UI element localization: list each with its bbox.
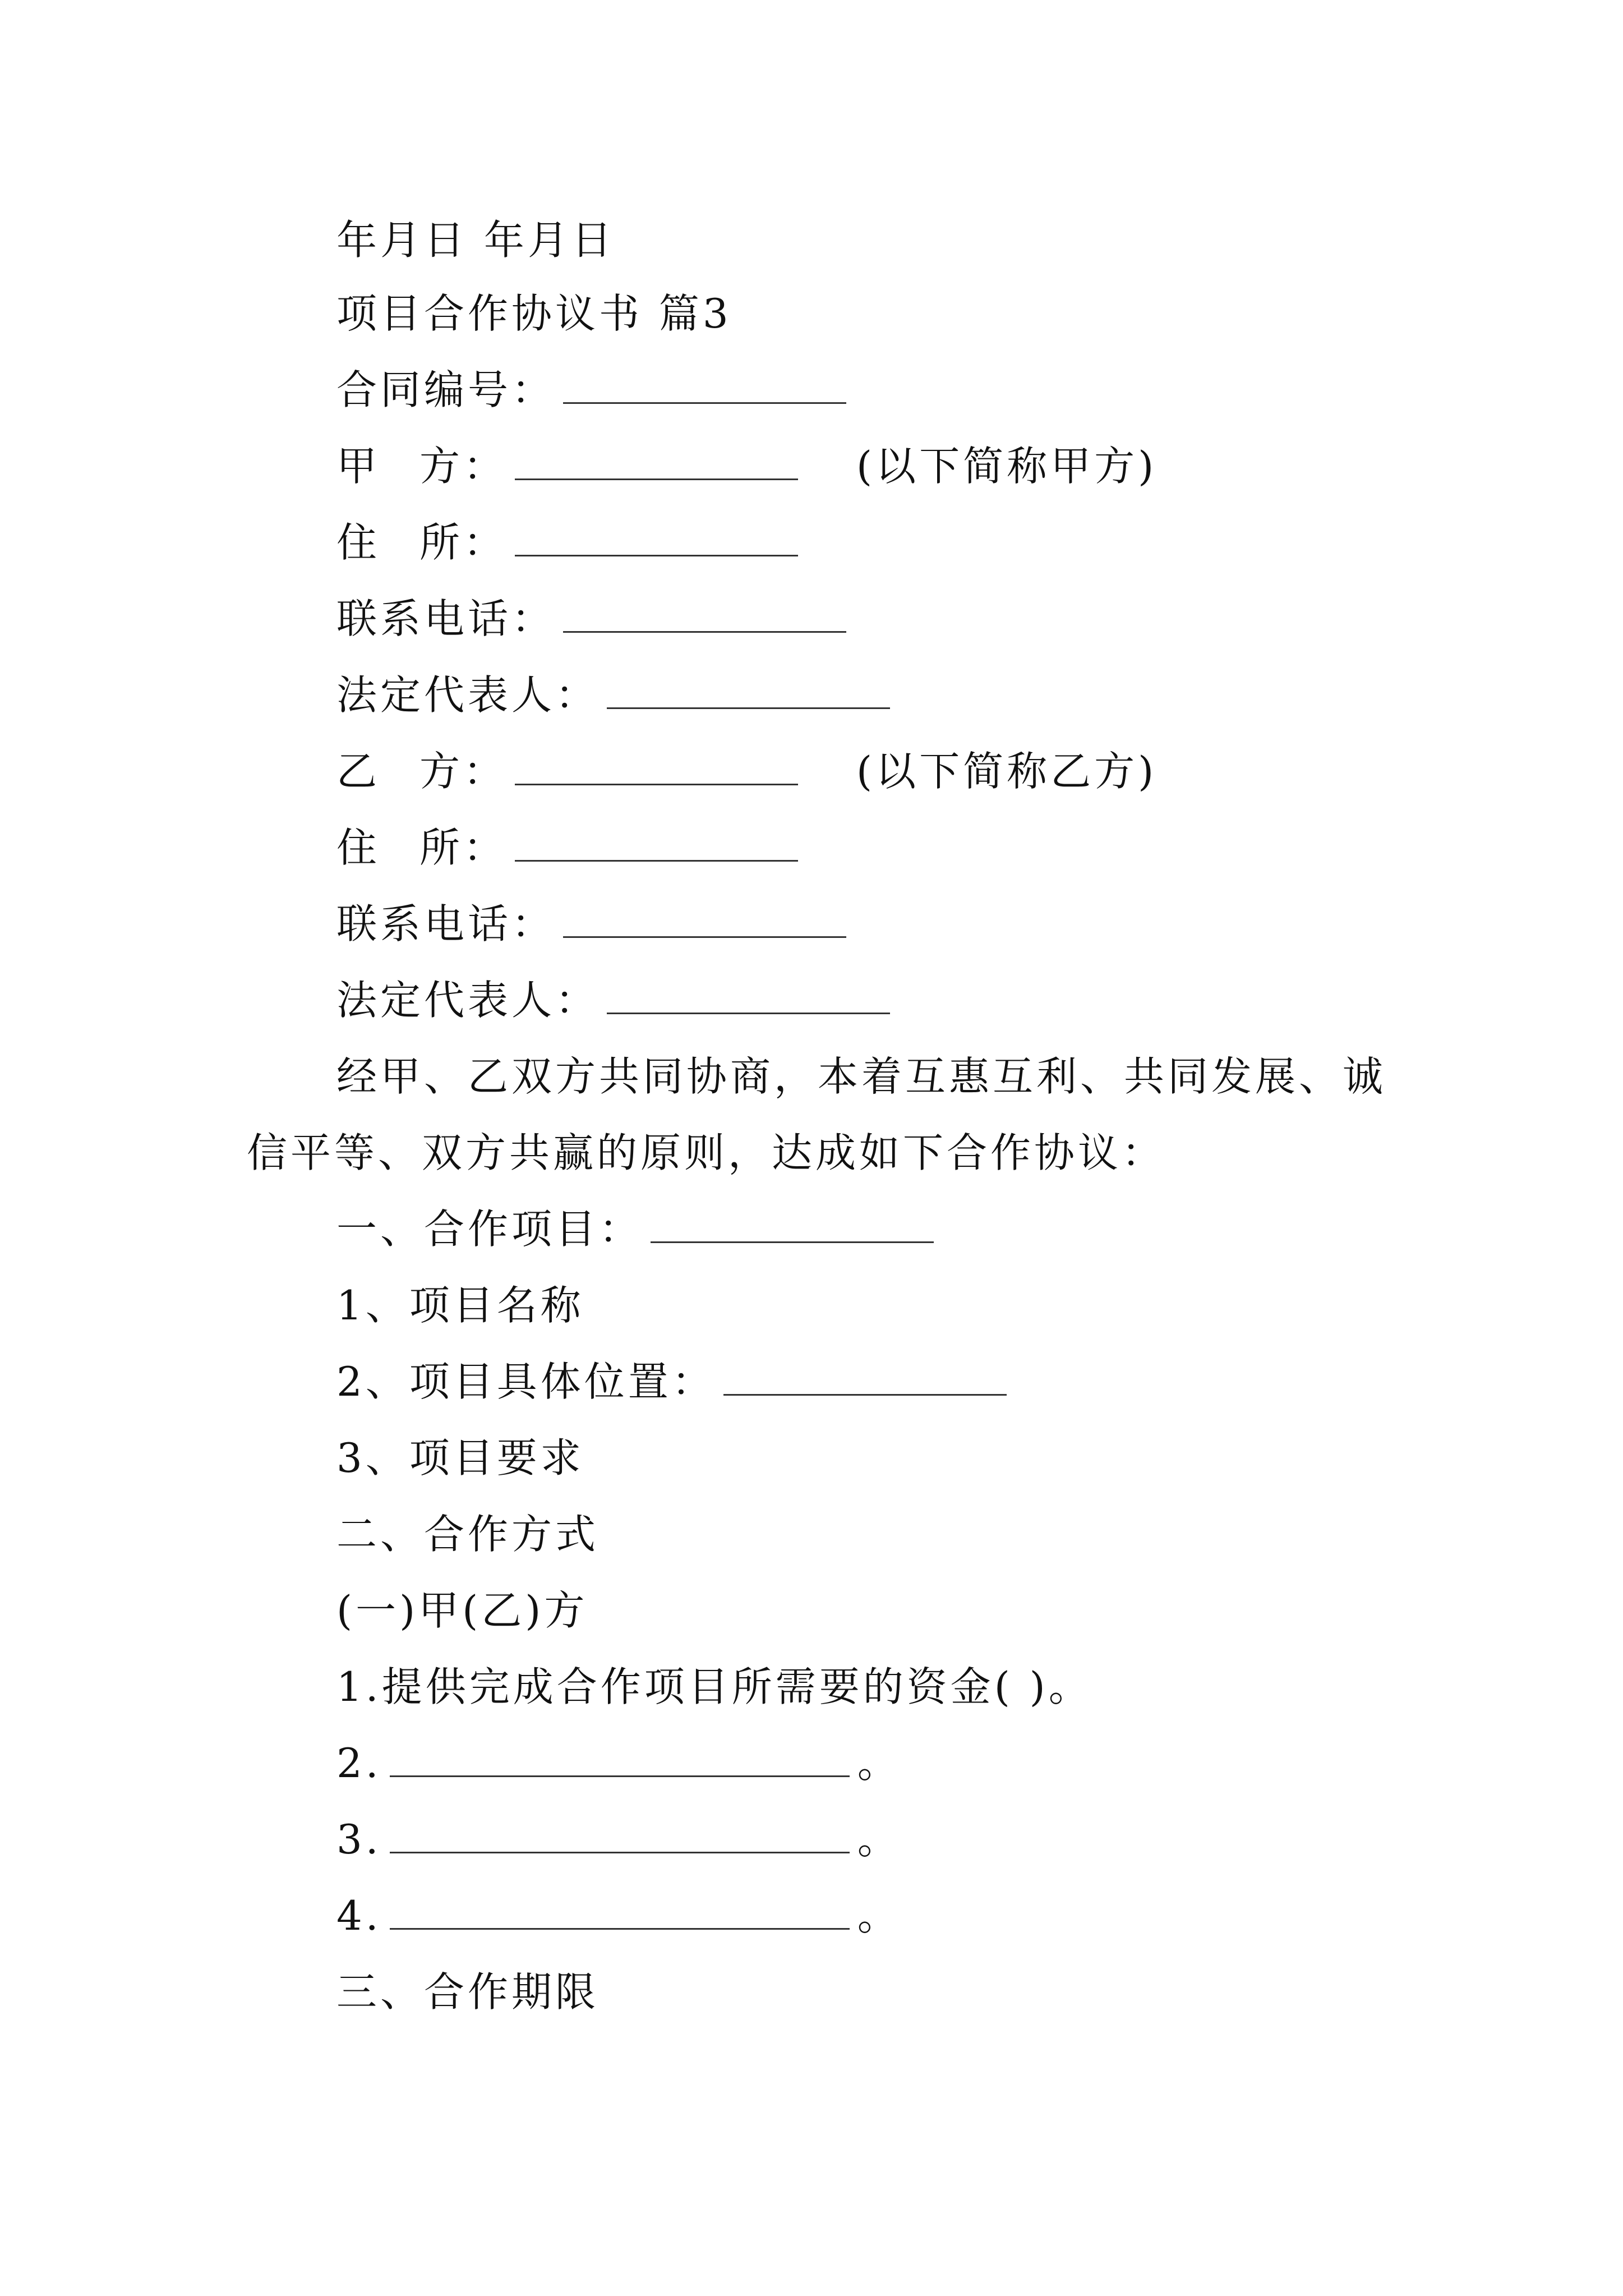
address-b-label-suffix: 所： — [419, 824, 508, 871]
contract-number-label: 合同编号： — [336, 366, 556, 413]
date-line: 年月日 年月日 — [336, 217, 615, 264]
intro-paragraph-line-2: 信平等、双方共赢的原则，达成如下合作协议： — [247, 1129, 1166, 1176]
party-b-note: (以下简称乙方) — [856, 748, 1158, 795]
item-2-3-blank — [390, 1817, 850, 1853]
party-a-blank — [515, 444, 798, 480]
section-1-blank — [651, 1207, 934, 1243]
party-a-phone-row — [336, 593, 854, 644]
item-project-name: 1、项目名称 — [336, 1282, 584, 1329]
party-b-phone-row — [336, 899, 854, 949]
party-a-legal-rep-blank — [607, 673, 890, 709]
address-b-label-char: 住 — [336, 824, 381, 871]
section-3-heading: 三、合作期限 — [336, 1968, 600, 2016]
project-location-blank — [723, 1359, 1007, 1396]
contract-number-blank — [563, 367, 846, 404]
document-title: 项目合作协议书 篇3 — [336, 290, 732, 337]
party-b-row — [336, 746, 1157, 797]
item-2-4-period: 。 — [857, 1892, 901, 1939]
party-b-label-char: 乙 — [336, 748, 381, 795]
subsection-2-1: (一)甲(乙)方 — [336, 1587, 588, 1634]
item-2-2-period: 。 — [857, 1740, 901, 1787]
section-2-heading: 二、合作方式 — [336, 1511, 600, 1558]
item-2-3-number: 3. — [336, 1816, 382, 1863]
intro-paragraph-line-1: 经甲、乙双方共同协商，本着互惠互利、共同发展、诚 — [336, 1053, 1387, 1100]
party-a-phone-blank — [563, 596, 846, 633]
party-b-address-row — [336, 822, 806, 873]
address-label-char: 住 — [336, 519, 381, 566]
item-2-1: 1.提供完成合作项目所需要的资金( )。 — [336, 1663, 1092, 1710]
item-2-2-row — [336, 1738, 901, 1788]
party-a-label-suffix: 方： — [419, 443, 508, 490]
party-a-address-blank — [515, 520, 798, 556]
address-label-suffix: 所： — [419, 519, 508, 566]
item-2-3-row — [336, 1814, 901, 1865]
legal-rep-b-label: 法定代表人： — [336, 977, 600, 1024]
item-2-2-number: 2. — [336, 1740, 382, 1787]
item-2-4-row — [336, 1890, 901, 1941]
party-a-note: (以下简称甲方) — [856, 443, 1158, 490]
party-b-blank — [515, 749, 798, 785]
party-b-phone-blank — [563, 901, 846, 938]
party-b-legal-rep-blank — [607, 978, 890, 1014]
party-b-legal-rep-row — [336, 975, 898, 1025]
section-1-heading: 一、合作项目： — [336, 1205, 643, 1253]
item-2-4-blank — [390, 1893, 850, 1930]
party-a-address-row — [336, 517, 806, 568]
section-1-row — [336, 1204, 942, 1254]
item-2-3-period: 。 — [857, 1816, 901, 1863]
item-2-4-number: 4. — [336, 1892, 382, 1939]
phone-b-label: 联系电话： — [336, 900, 556, 947]
party-b-address-blank — [515, 825, 798, 862]
item-project-requirements: 3、项目要求 — [336, 1434, 584, 1481]
phone-label: 联系电话： — [336, 595, 556, 642]
contract-number-row — [336, 365, 854, 415]
item-project-location: 2、项目具体位置： — [336, 1358, 716, 1405]
party-b-label-suffix: 方： — [419, 748, 508, 795]
party-a-row — [336, 441, 1157, 491]
party-a-label-char: 甲 — [336, 443, 381, 490]
legal-rep-label: 法定代表人： — [336, 671, 600, 719]
party-a-legal-rep-row — [336, 670, 898, 720]
item-project-location-row — [336, 1356, 1015, 1407]
item-2-2-blank — [390, 1741, 850, 1777]
